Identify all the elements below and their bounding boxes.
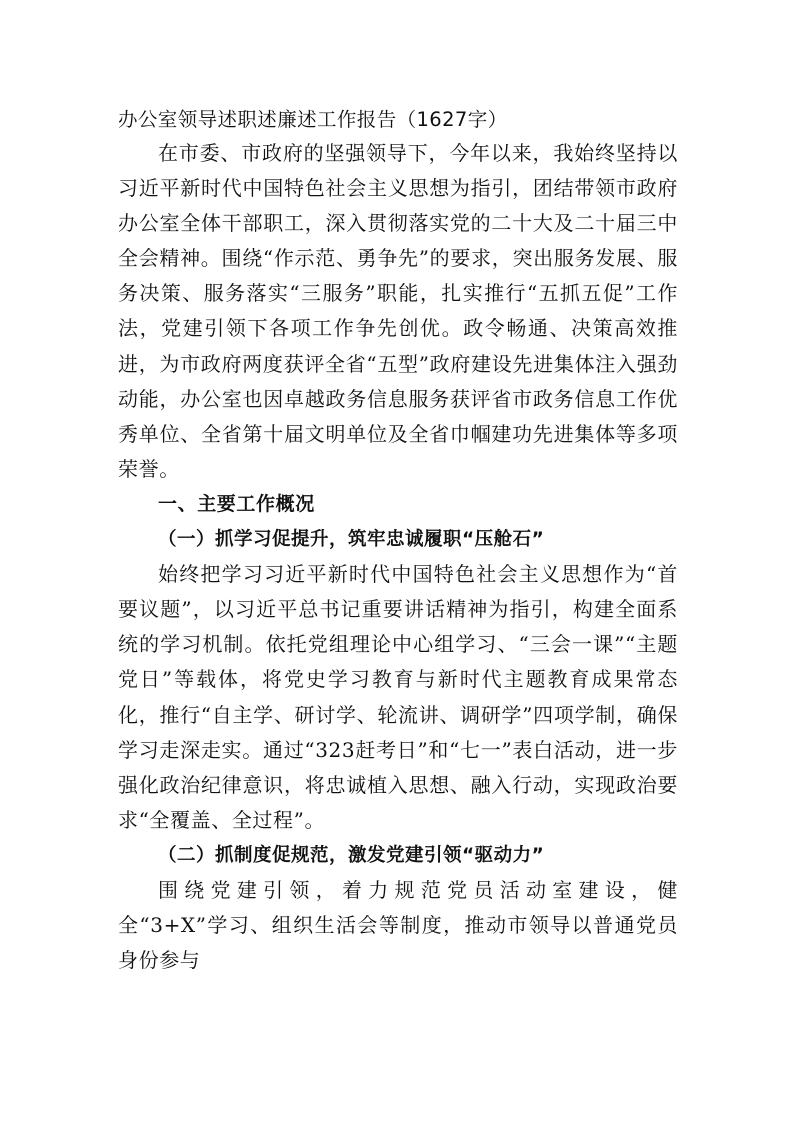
section-heading-main-work: 一、主要工作概况: [158, 492, 315, 515]
intro-paragraph: 在市委、市政府的坚强领导下，今年以来，我始终坚持以习近平新时代中国特色社会主义思想为指引，团结带领市政府办公室全体干部职工，深入贯彻落实党的二十大及二十届三中全会精神。围绕“作示范、勇争先”的要求，突出服务发展、服务决策、服务落实“三服务”职能，扎实推行“五抓五促”工作法，党建引领下各项工作争先创优。政令畅通、决策高效推进，为市政府两度获评全省“五型”政府建设先进集体注入强劲动能，办公室也因卓越政务信息服务获评省市政务信息工作优秀单位、全省第十届文明单位及全省巾帼建功先进集体等多项荣誉。: [118, 141, 678, 481]
study-paragraph: 始终把学习习近平新时代中国特色社会主义思想作为“首要议题”，以习近平总书记重要讲话精神为指引，构建全面系统的学习机制。依托党组理论中心组学习、“三会一课”“主题党日”等载体，将党史学习教育与新时代主题教育成果常态化，推行“自主学、研讨学、轮流讲、调研学”四项学制，确保学习走深走实。通过“323赶考日”和“七一”表白活动，进一步强化政治纪律意识，将忠诚植入思想、融入行动，实现政治要求“全覆盖、全过程”。: [118, 562, 678, 832]
subsection-heading-system: （二）抓制度促规范，激发党建引领“驱动力”: [158, 844, 545, 866]
document-title: 办公室领导述职述廉述工作报告（1627字）: [118, 108, 508, 131]
subsection-heading-study: （一）抓学习促提升，筑牢忠诚履职“压舱石”: [158, 529, 545, 551]
document-page: [118, 104, 678, 978]
system-paragraph: 围绕党建引领，着力规范党员活动室建设，健全“3+X”学习、组织生活会等制度，推动市领导以普通党员身份参与: [118, 877, 678, 973]
